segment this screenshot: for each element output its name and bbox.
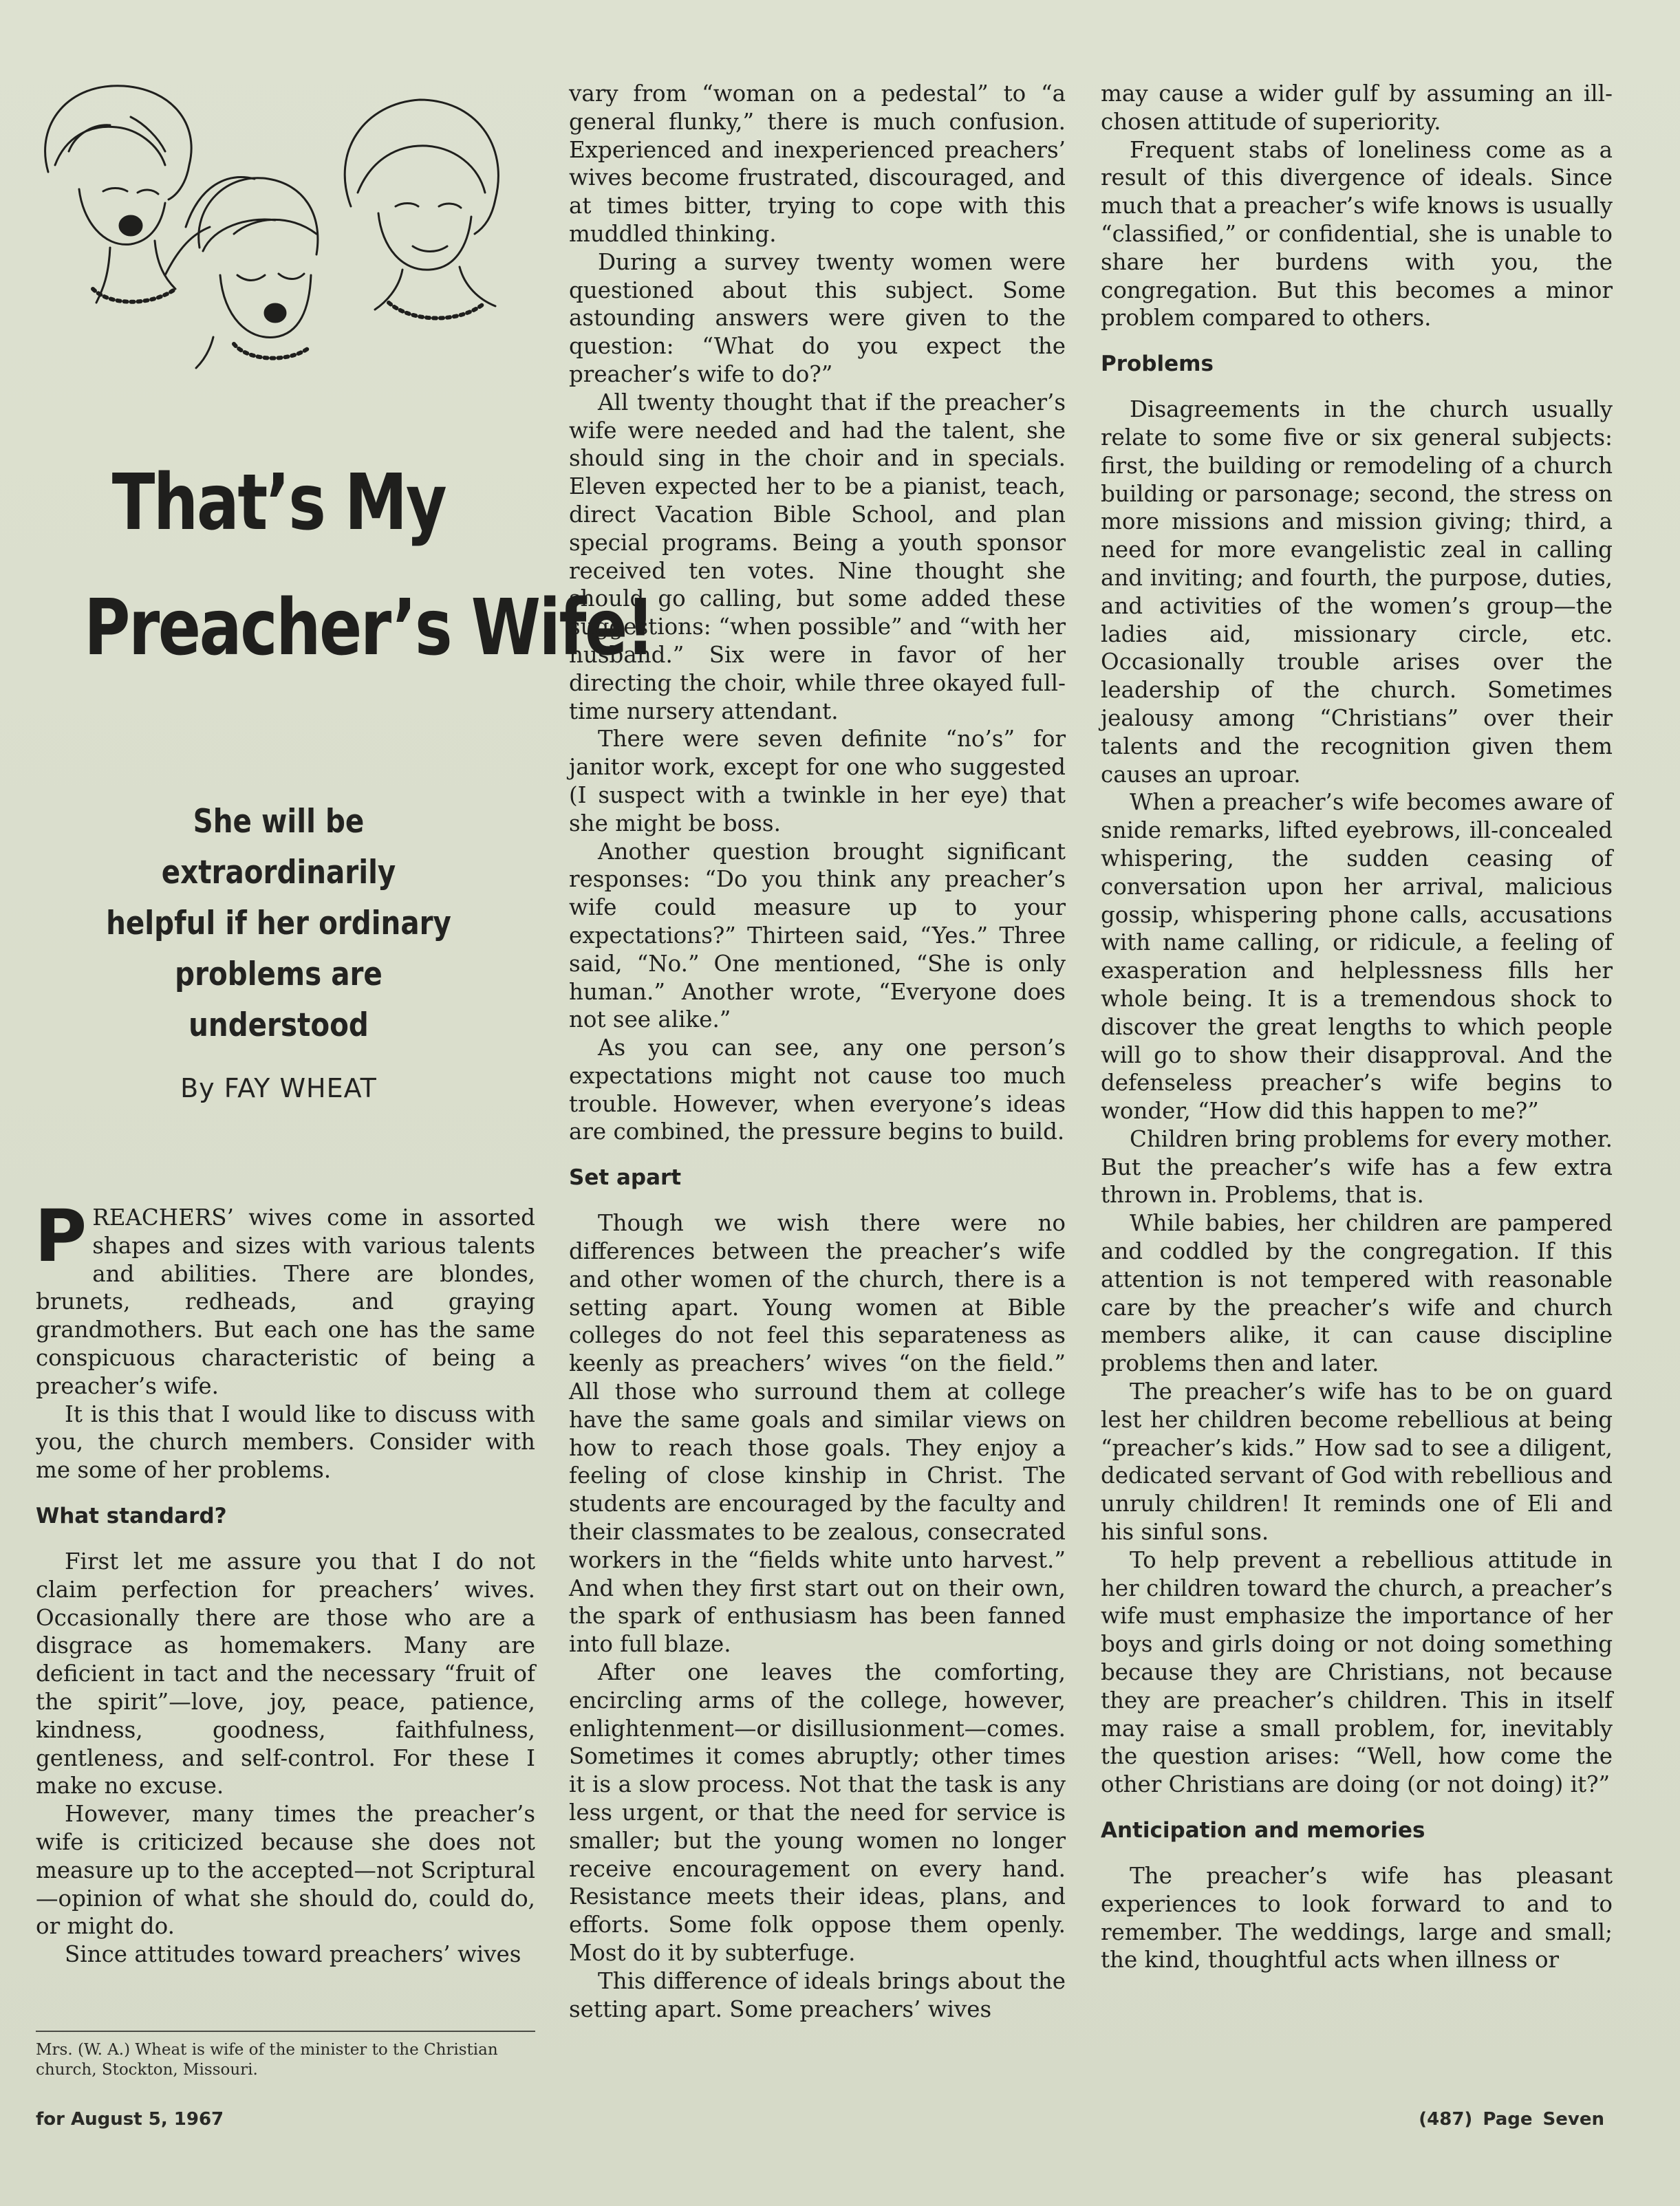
paragraph: The preacher’s wife has pleasant experiences to look forward to and to remember. The weddings, large and small; the kind, thoughtful acts when illness or bbox=[1101, 1863, 1613, 1973]
paragraph: However, many times the preacher’s wife is criticized because she does not measure up to the accepted—not Scriptural—opinion of what she should do, could do, or might do. bbox=[36, 1801, 535, 1940]
paragraph: All twenty thought that if the preacher’s wife were needed and had the talent, she should sing in the choir and in specials. Eleven expected her to be a pianist, teach, direct Vacation Bible School, and plan special programs. Being a youth sponsor received ten votes. Nine thought she should go calling, but some added these suggestions: “when possible” and “with her husband.” Six were in favor of her directing the choir, while three okayed full-time nursery attendant. bbox=[569, 389, 1066, 724]
paragraph: PREACHERS’ wives come in assorted shapes and sizes with various talents and abilities. There are blondes, brunets, redheads, and graying grandmothers. But each one has the same conspicuous characteristic of being a preacher’s wife. bbox=[34, 1194, 535, 1399]
subtitle-line-2: helpful if her ordinary bbox=[106, 905, 451, 942]
paragraph: It is this that I would like to discuss with you, the church members. Consider with me some of her problems. bbox=[36, 1401, 535, 1484]
byline: By FAY WHEAT bbox=[180, 1073, 377, 1103]
column-2 bbox=[569, 80, 1066, 2023]
paragraph: Another question brought significant responses: “Do you think any preacher’s wife could measure up to your expectations?” Thirteen said, “Yes.” Three said, “No.” One mentioned, “She is only human.” Another wrote, “Everyone does not see alike.” bbox=[569, 838, 1066, 1033]
paragraph: Children bring problems for every mother. But the preacher’s wife has a few extra thrown in. Problems, that is. bbox=[1101, 1125, 1613, 1209]
paragraph: During a survey twenty women were questioned about this subject. Some astounding answers were given to the question: “What do you expect the preacher’s wife to do?” bbox=[569, 248, 1066, 387]
paragraph: While babies, her children are pampered and coddled by the congregation. If this attention is not tempered with reasonable care by the preacher’s wife and church members alike, it can cause discipline problems then and later. bbox=[1101, 1210, 1613, 1377]
footer-date: for August 5, 1967 bbox=[36, 2109, 224, 2130]
paragraph: vary from “woman on a pedestal” to “a general flunky,” there is much confusion. Experienced and inexperienced preachers’ wives become frustrated, discouraged, and at times bitter, trying to cope with this muddled thinking. bbox=[569, 80, 1066, 247]
section-heading: What standard? bbox=[36, 1503, 227, 1528]
paragraph: Since attitudes toward preachers’ wives bbox=[65, 1941, 521, 1968]
title-line-2: Preacher’s Wife! bbox=[84, 583, 654, 673]
drop-cap: P bbox=[34, 1194, 87, 1278]
column-1 bbox=[34, 1194, 535, 1969]
paragraph: First let me assure you that I do not claim perfection for preachers’ wives. Occasionally there are those who are a disgrace as homemakers. Many are deficient in tact and the necessary “fruit of the spirit”—love, joy, peace, patience, kindness, goodness, faithfulness, gentleness, and self-control. For these I make no excuse. bbox=[36, 1548, 535, 1799]
footer-page-number: (487) Page Seven bbox=[1419, 2109, 1604, 2130]
article-subtitle bbox=[92, 797, 465, 1051]
paragraph: Though we wish there were no differences between the preacher’s wife and other women of the church, there is a setting apart. Young women at Bible colleges do not feel this separateness as keenly as preachers’ wives “on the field.” All those who surround them at college have the same goals and similar views on how to reach those goals. They enjoy a feeling of close kinship in Christ. The students are encouraged by the faculty and their classmates to be zealous, consecrated workers in the “fields white unto harvest.” And when they first start out on their own, the spark of enthusiasm has been fanned into full blaze. bbox=[569, 1210, 1066, 1658]
paragraph: Disagreements in the church usually relate to some five or six general subjects: first, the building or remodeling of a church building or parsonage; second, the stress on more missions and mission giving; third, a need for more evangelistic zeal in calling and inviting; and fourth, the purpose, duties, and activities of the women’s group—the ladies aid, missionary circle, etc. Occasionally trouble arises over the leadership of the church. Sometimes jealousy among “Christians” over their talents and the recognition given them causes an uproar. bbox=[1101, 396, 1613, 788]
section-heading: Problems bbox=[1101, 352, 1214, 377]
paragraph: may cause a wider gulf by assuming an ill-chosen attitude of superiority. bbox=[1101, 80, 1613, 135]
paragraph: After one leaves the comforting, encircling arms of the college, however, enlightenment—or disillusionment—comes. Sometimes it comes abruptly; other times it is a slow process. Not that the task is any less urgent, or that the need for service is smaller; but the young women no longer receive encouragement on every hand. Resistance meets their ideas, plans, and efforts. Some folk oppose them openly. Most do it by subterfuge. bbox=[569, 1659, 1066, 1966]
section-heading: Anticipation and memories bbox=[1101, 1818, 1425, 1843]
column-3 bbox=[1101, 80, 1613, 1974]
title-line-1: That’s My bbox=[111, 458, 446, 548]
paragraph: There were seven definite “no’s” for janitor work, except for one who suggested (I suspect with a twinkle in her eye) that she might be boss. bbox=[569, 726, 1066, 836]
paragraph: As you can see, any one person’s expectations might not cause too much trouble. However, when everyone’s ideas are combined, the pressure begins to build. bbox=[569, 1035, 1066, 1145]
paragraph: The preacher’s wife has to be on guard lest her children become rebellious at being “preacher’s kids.” How sad to see a diligent, dedicated servant of God with rebellious and unruly children! It reminds one of Eli and his sinful sons. bbox=[1101, 1378, 1613, 1546]
subtitle-line-1: She will be extraordinarily bbox=[161, 803, 396, 891]
three-women-faces-illustration bbox=[28, 69, 523, 371]
subtitle-line-3: problems are understood bbox=[175, 955, 383, 1044]
author-footnote: Mrs. (W. A.) Wheat is wife of the minister to the Christian church, Stockton, Missouri. bbox=[36, 2031, 535, 2080]
paragraph: To help prevent a rebellious attitude in her children toward the church, a preacher’s wife must emphasize the importance of her boys and girls doing or not doing something because they are Christians, not because they are preacher’s children. This in itself may raise a small problem, for, inevitably the question arises: “Well, how come the other Christians are doing (or not doing) it?” bbox=[1101, 1546, 1613, 1798]
article-title bbox=[84, 440, 654, 691]
paragraph: Frequent stabs of loneliness come as a result of this divergence of ideals. Since much that a preacher’s wife knows is usually “classified,” or confidential, she is unable to share her burdens with you, the congregation. But this becomes a minor problem compared to others. bbox=[1101, 136, 1613, 332]
paragraph: This difference of ideals brings about the setting apart. Some preachers’ wives bbox=[569, 1967, 1066, 2022]
paragraph: When a preacher’s wife becomes aware of snide remarks, lifted eyebrows, ill-concealed whispering, the sudden ceasing of conversation upon her arrival, malicious gossip, whispering phone calls, accusations with name calling, or ridicule, a feeling of exasperation and helplessness fills her whole being. It is a tremendous shock to discover the great lengths to which people will go to show their disapproval. And the defenseless preacher’s wife begins to wonder, “How did this happen to me?” bbox=[1101, 789, 1613, 1125]
section-heading: Set apart bbox=[569, 1165, 682, 1191]
